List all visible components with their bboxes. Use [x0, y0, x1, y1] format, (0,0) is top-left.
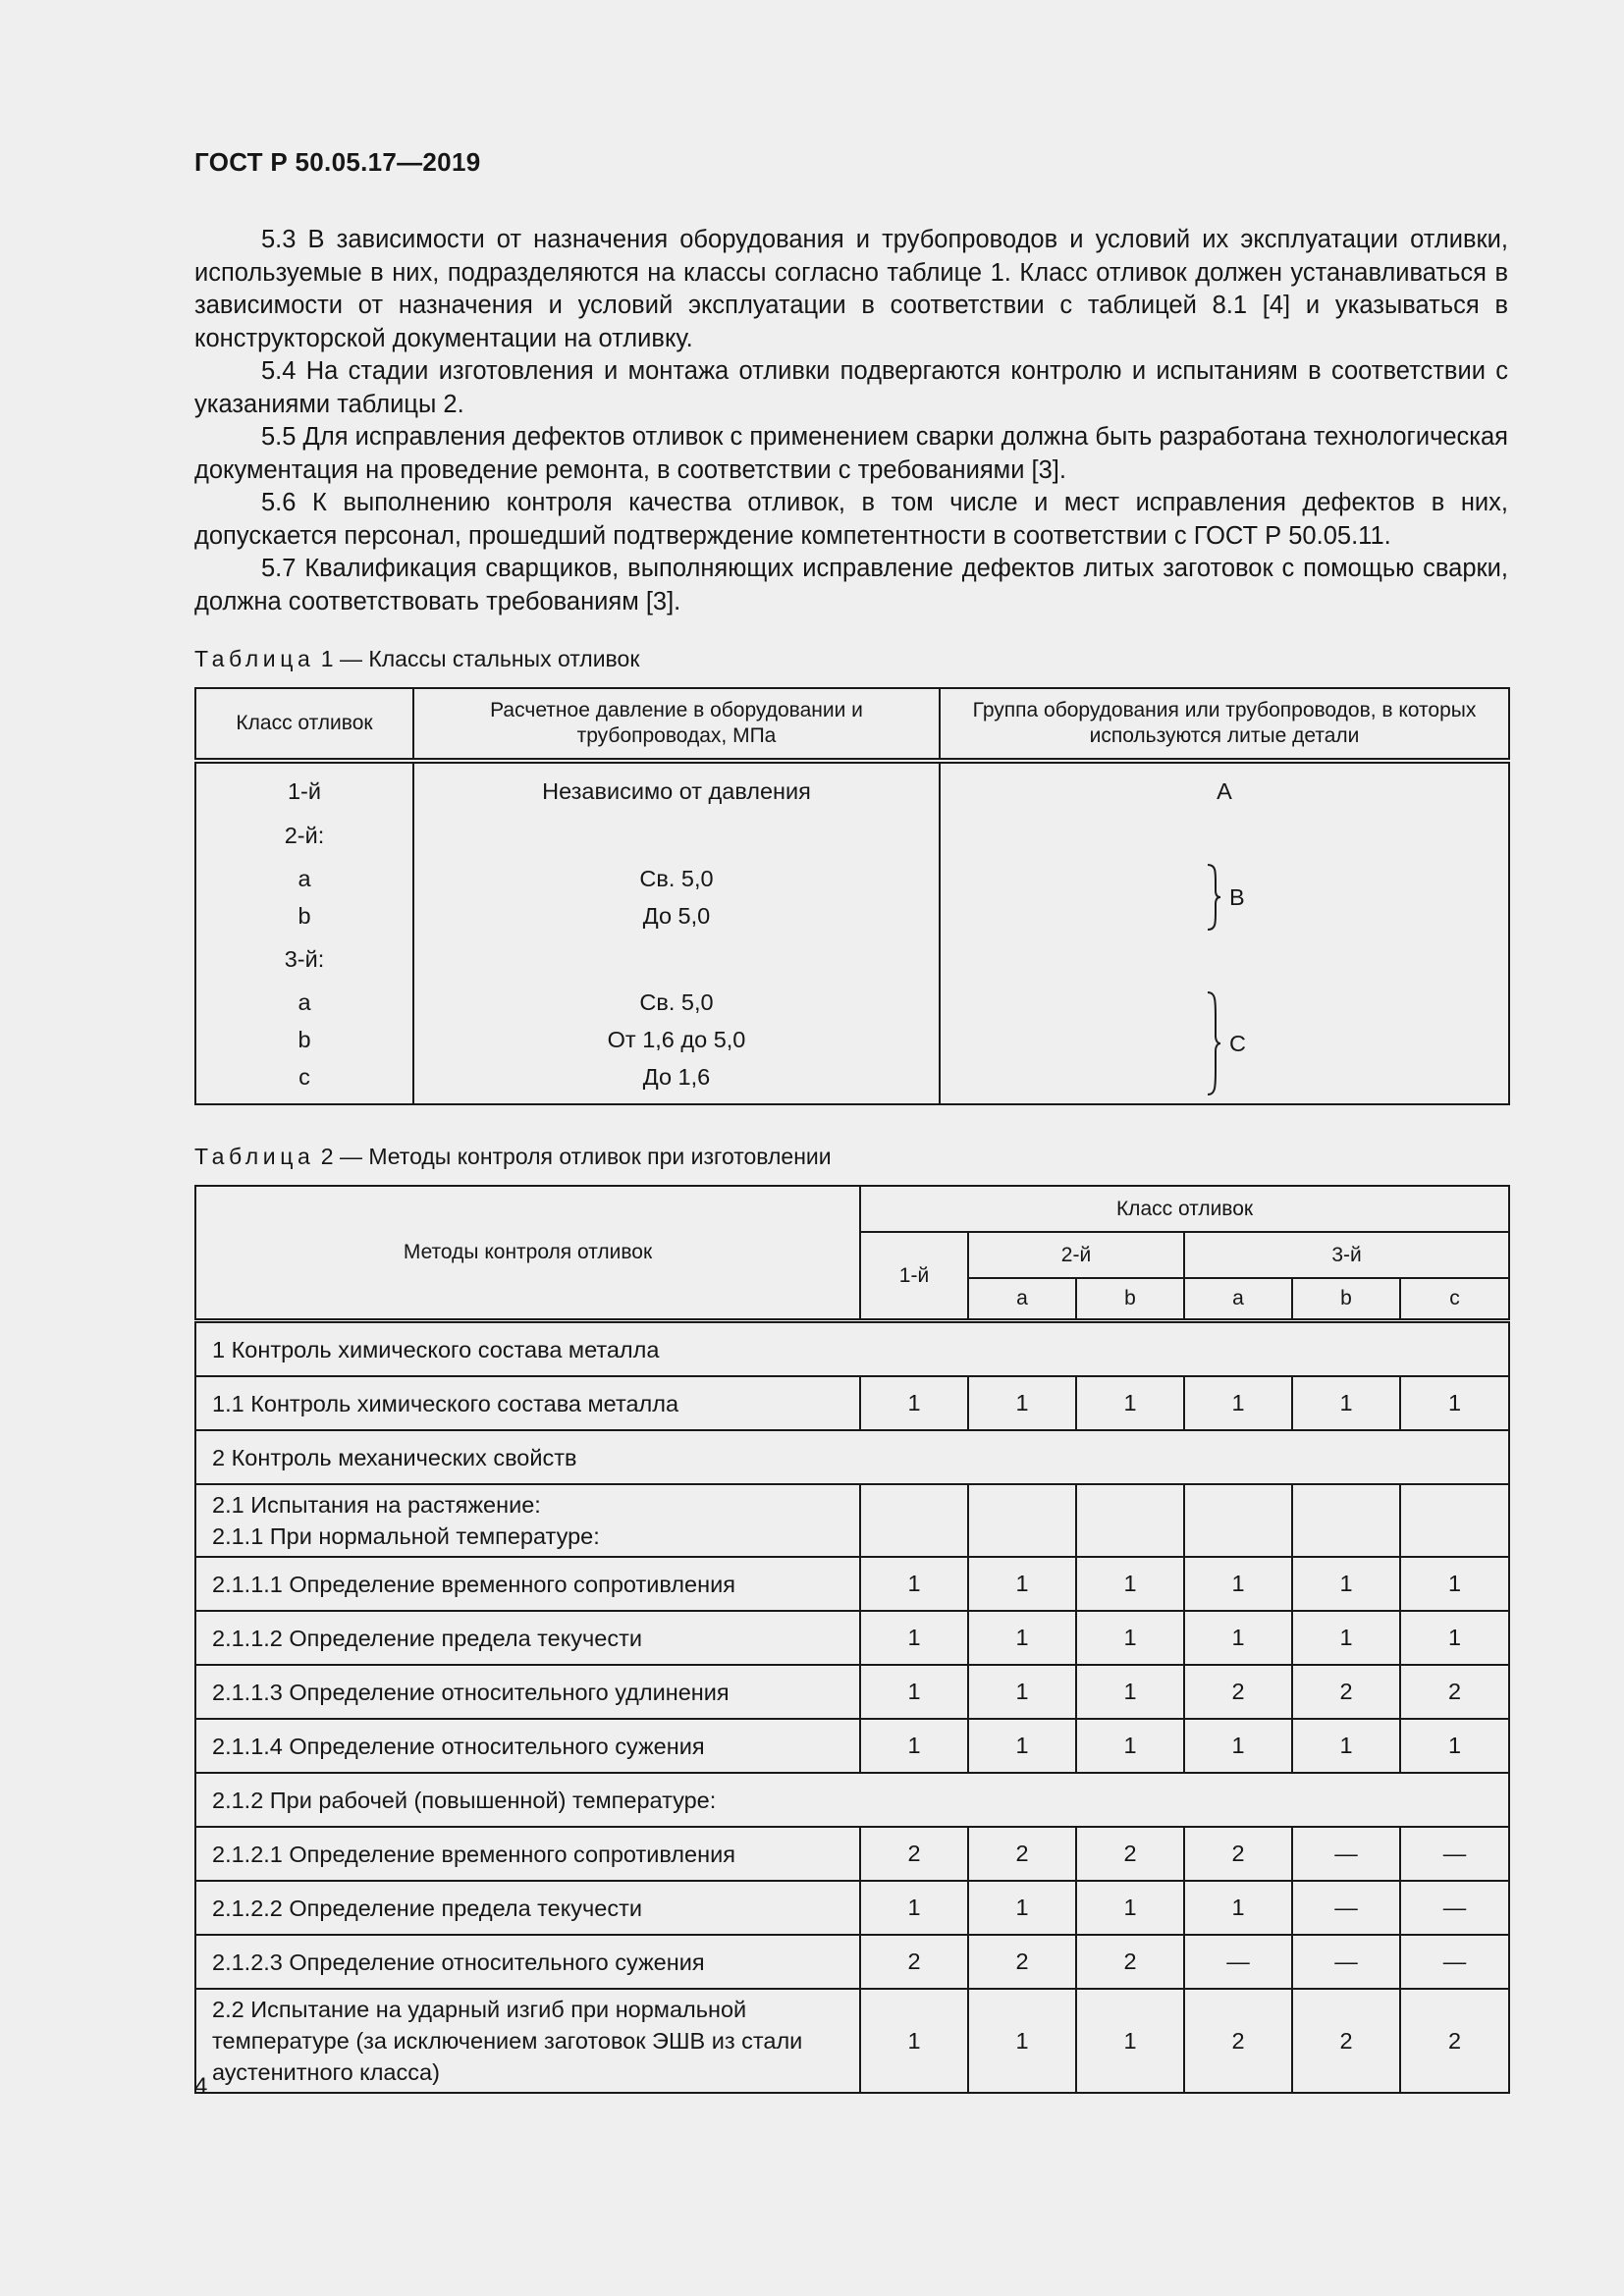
t2-value-cell: 1: [968, 1557, 1076, 1611]
brace-icon: [1206, 990, 1221, 1096]
t2-value-cell: 1: [860, 1989, 968, 2093]
t2-value-cell: 1: [1076, 1376, 1184, 1430]
t2-header-class-2: 2-й: [968, 1232, 1184, 1278]
t1-row: [195, 934, 1509, 984]
t2-value-cell: [1400, 1484, 1509, 1557]
t2-value-cell: [860, 1484, 968, 1557]
t2-value-cell: 1: [1184, 1557, 1292, 1611]
t1-cell-class: с: [195, 1058, 413, 1104]
t2-value-cell: —: [1400, 1827, 1509, 1881]
t2-header-class-1: 1-й: [860, 1232, 968, 1321]
table2-caption-text: 2 — Методы контроля отливок при изготовлении: [320, 1144, 832, 1169]
t2-value-cell: 1: [968, 1665, 1076, 1719]
t2-method-name: [195, 1935, 860, 1989]
t2-value-cell: 1: [1292, 1557, 1400, 1611]
t1-header-group: Группа оборудования или трубопроводов, в которых используются литые детали: [940, 688, 1509, 761]
t2-method-name-text: 2.2 Испытание на ударный изгиб при нормальной температуре (за исключением заготовок ЭШВ из стали аустенитного класса): [212, 1997, 803, 2085]
t1-cell-group: А: [940, 761, 1509, 811]
t2-method-name: [195, 1557, 860, 1611]
table-row: [195, 1430, 1509, 1484]
t2-value-cell: 1: [1076, 1881, 1184, 1935]
t1-cell-group: [940, 934, 1509, 984]
t2-value-cell: 1: [1076, 1989, 1184, 2093]
t2-value-cell: —: [1292, 1881, 1400, 1935]
t1-cell-class: а: [195, 984, 413, 1021]
t2-value-cell: 1: [968, 1376, 1076, 1430]
t2-value-cell: 1: [1184, 1376, 1292, 1430]
table1-caption-text: 1 — Классы стальных отливок: [320, 646, 640, 671]
t2-value-cell: 2: [1184, 1827, 1292, 1881]
table-row: [195, 1881, 1509, 1935]
t2-value-cell: 1: [968, 1881, 1076, 1935]
t2-value-cell: 1: [1076, 1557, 1184, 1611]
t2-value-cell: —: [1292, 1935, 1400, 1989]
table2-caption-word: Таблица: [194, 1144, 315, 1169]
paragraph-5-3: 5.3 В зависимости от назначения оборудования и трубопроводов и условий их эксплуатации отливки, используемые в них, подразделяются на классы согласно таблице 1. Класс отливок должен устанавливаться в зависимости от назначения и условий эксплуатации в соответствии с таблицей 8.1 [4] и указываться в конструкторской документации на отливку.: [194, 226, 1508, 352]
t2-method-subname-text: 2.1.1 При нормальной температуре:: [212, 1523, 600, 1549]
table-row: [195, 1827, 1509, 1881]
t1-header-class: Класс отливок: [195, 688, 413, 761]
t2-method-name: [195, 1611, 860, 1665]
t1-cell-class: 1-й: [195, 761, 413, 811]
t1-group-c-label: С: [1229, 1030, 1246, 1056]
t1-cell-pressure: Независимо от давления: [413, 761, 940, 811]
t2-value-cell: [1076, 1484, 1184, 1557]
t2-value-cell: 1: [860, 1665, 968, 1719]
table-row: [195, 1935, 1509, 1989]
t2-method-name-text: 2.1.1.2 Определение предела текучести: [212, 1625, 642, 1651]
t2-method-name: [195, 1665, 860, 1719]
t1-cell-pressure: Св. 5,0: [413, 860, 940, 897]
t2-method-name: [195, 1719, 860, 1773]
t1-row: [195, 761, 1509, 811]
t1-cell-class: b: [195, 1021, 413, 1058]
t1-cell-class: b: [195, 897, 413, 934]
t1-cell-pressure: От 1,6 до 5,0: [413, 1021, 940, 1058]
t2-method-name-text: 2.1.1.3 Определение относительного удлинения: [212, 1679, 730, 1705]
t2-value-cell: 1: [1184, 1719, 1292, 1773]
t2-value-cell: 1: [860, 1881, 968, 1935]
t2-value-cell: 1: [1292, 1611, 1400, 1665]
t2-value-cell: 1: [1400, 1376, 1509, 1430]
t2-value-cell: 1: [860, 1376, 968, 1430]
table-row: [195, 1665, 1509, 1719]
t2-value-cell: 2: [860, 1827, 968, 1881]
t2-section-heading: 2 Контроль механических свойств: [195, 1430, 1509, 1484]
t2-value-cell: 1: [1184, 1611, 1292, 1665]
t2-header-sub: a: [968, 1278, 1076, 1321]
t2-value-cell: 2: [1076, 1827, 1184, 1881]
t2-value-cell: 1: [1292, 1719, 1400, 1773]
t2-value-cell: 2: [1292, 1665, 1400, 1719]
t2-value-cell: 1: [860, 1557, 968, 1611]
t2-value-cell: 1: [968, 1989, 1076, 2093]
paragraph-5-6: 5.6 К выполнению контроля качества отливок, в том числе и мест исправления дефектов в них, допускается персонал, прошедший подтверждение компетентности в соответствии с ГОСТ Р 50.05.11.: [194, 489, 1508, 550]
t2-section-heading: 1 Контроль химического состава металла: [195, 1321, 1509, 1377]
t1-row: [195, 860, 1509, 897]
table-steel-casting-classes: [194, 687, 1510, 1105]
paragraph-5-4: 5.4 На стадии изготовления и монтажа отливки подвергаются контролю и испытаниям в соответствии с указаниями таблицы 2.: [194, 357, 1508, 418]
brace-icon: [1206, 863, 1221, 932]
table-row: [195, 1773, 1509, 1827]
t2-value-cell: [1184, 1484, 1292, 1557]
document-code-header: ГОСТ Р 50.05.17—2019: [194, 147, 481, 177]
t2-header-row: [195, 1186, 1509, 1232]
t2-header-class-3: 3-й: [1184, 1232, 1509, 1278]
page-number: 4: [194, 2073, 208, 2100]
t1-cell-class: 2-й:: [195, 811, 413, 860]
table1-caption-word: Таблица: [194, 646, 315, 671]
t1-cell-group-b: [940, 860, 1509, 934]
t2-method-name-text: 2.1.2.2 Определение предела текучести: [212, 1895, 642, 1921]
t2-value-cell: —: [1400, 1935, 1509, 1989]
t2-value-cell: 2: [968, 1935, 1076, 1989]
t2-value-cell: 2: [1400, 1989, 1509, 2093]
t2-header-methods: Методы контроля отливок: [195, 1186, 860, 1321]
table2-caption: [194, 1144, 832, 1170]
t2-value-cell: 1: [1184, 1881, 1292, 1935]
t2-method-name: [195, 1827, 860, 1881]
t1-group-b-label: В: [1229, 883, 1245, 910]
t2-value-cell: 1: [1400, 1611, 1509, 1665]
t2-value-cell: [1292, 1484, 1400, 1557]
t2-value-cell: 1: [968, 1611, 1076, 1665]
t2-header-sub: b: [1292, 1278, 1400, 1321]
t1-cell-class: 3-й:: [195, 934, 413, 984]
t2-method-name: [195, 1484, 860, 1557]
t2-value-cell: —: [1400, 1881, 1509, 1935]
t1-header-pressure: Расчетное давление в оборудовании и трубопроводах, МПа: [413, 688, 940, 761]
t2-value-cell: 1: [1076, 1665, 1184, 1719]
t2-header-sub: a: [1184, 1278, 1292, 1321]
t2-header-sub: c: [1400, 1278, 1509, 1321]
t2-section-heading: 2.1.2 При рабочей (повышенной) температуре:: [195, 1773, 1509, 1827]
table-row: [195, 1719, 1509, 1773]
t2-value-cell: 2: [860, 1935, 968, 1989]
t2-value-cell: 1: [968, 1719, 1076, 1773]
t1-cell-pressure: [413, 811, 940, 860]
t2-value-cell: 2: [1184, 1665, 1292, 1719]
t1-cell-group: [940, 811, 1509, 860]
t1-row: [195, 984, 1509, 1021]
t2-value-cell: 1: [1400, 1719, 1509, 1773]
t1-cell-group-c: [940, 984, 1509, 1104]
table-row: [195, 1557, 1509, 1611]
t2-value-cell: —: [1292, 1827, 1400, 1881]
table-row: [195, 1611, 1509, 1665]
t2-header-class: Класс отливок: [860, 1186, 1509, 1232]
t1-cell-pressure: До 5,0: [413, 897, 940, 934]
t2-method-name: [195, 1376, 860, 1430]
table-row: [195, 1989, 1509, 2093]
t2-method-name-text: 1.1 Контроль химического состава металла: [212, 1390, 679, 1416]
t2-value-cell: 1: [1400, 1557, 1509, 1611]
t1-cell-pressure: Св. 5,0: [413, 984, 940, 1021]
t2-method-name-text: 2.1.2.1 Определение временного сопротивления: [212, 1841, 735, 1867]
t2-value-cell: 2: [968, 1827, 1076, 1881]
table-row: [195, 1321, 1509, 1377]
table1-caption: [194, 646, 639, 672]
t1-row: [195, 811, 1509, 860]
table-control-methods: [194, 1185, 1510, 2094]
table-row: [195, 1484, 1509, 1557]
t2-value-cell: 2: [1400, 1665, 1509, 1719]
t2-method-name-text: 2.1.1.4 Определение относительного сужения: [212, 1733, 705, 1759]
t2-header-sub: b: [1076, 1278, 1184, 1321]
t2-value-cell: [968, 1484, 1076, 1557]
paragraph-5-5: 5.5 Для исправления дефектов отливок с применением сварки должна быть разработана технологическая документация на проведение ремонта, в соответствии с требованиями [3].: [194, 423, 1508, 484]
t2-value-cell: 2: [1292, 1989, 1400, 2093]
t2-method-name: [195, 1881, 860, 1935]
t2-value-cell: 2: [1076, 1935, 1184, 1989]
t2-method-name-text: 2.1 Испытания на растяжение:: [212, 1492, 541, 1518]
t2-value-cell: 1: [1076, 1719, 1184, 1773]
t2-value-cell: 1: [860, 1611, 968, 1665]
t2-value-cell: 1: [1076, 1611, 1184, 1665]
t2-value-cell: 1: [1292, 1376, 1400, 1430]
t2-method-name-text: 2.1.2.3 Определение относительного сужения: [212, 1949, 705, 1975]
t2-method-name: [195, 1989, 860, 2093]
t1-cell-pressure: [413, 934, 940, 984]
t2-method-name-text: 2.1.1.1 Определение временного сопротивления: [212, 1571, 735, 1597]
t2-value-cell: —: [1184, 1935, 1292, 1989]
t2-value-cell: 1: [860, 1719, 968, 1773]
table-row: [195, 1376, 1509, 1430]
paragraph-5-7: 5.7 Квалификация сварщиков, выполняющих исправление дефектов литых заготовок с помощью сварки, должна соответствовать требованиям [3].: [194, 555, 1508, 615]
body-text: [194, 224, 1508, 618]
t2-value-cell: 2: [1184, 1989, 1292, 2093]
t1-cell-pressure: До 1,6: [413, 1058, 940, 1104]
t1-cell-class: а: [195, 860, 413, 897]
